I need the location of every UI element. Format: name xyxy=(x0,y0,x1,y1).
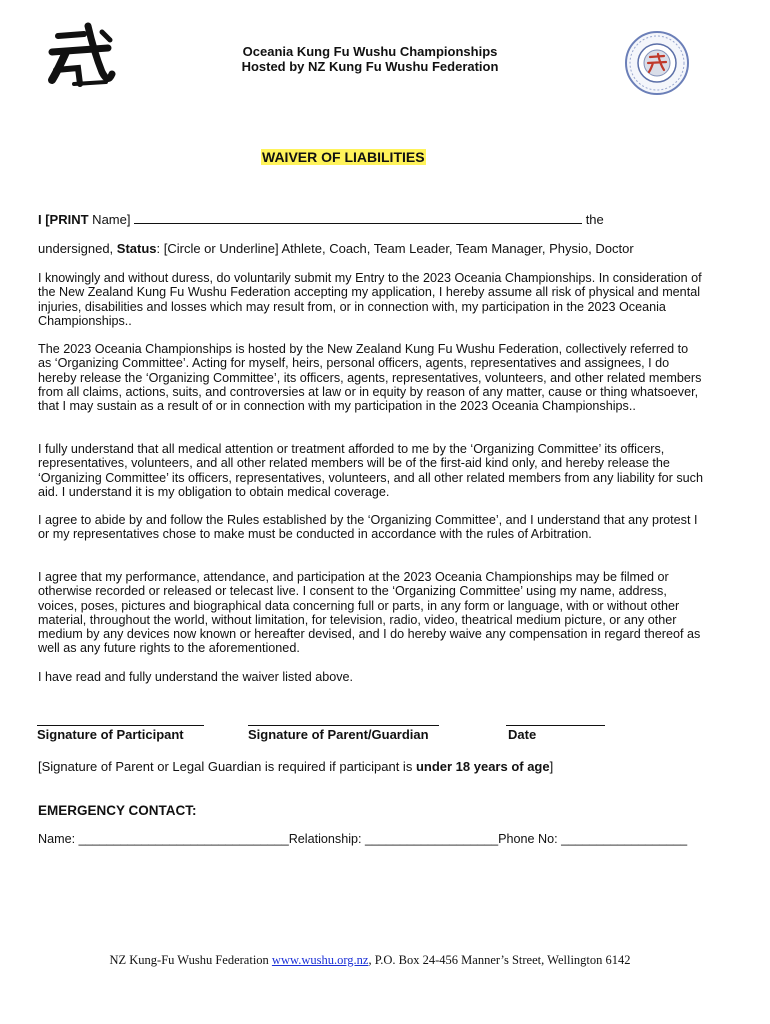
date-signature-line[interactable] xyxy=(506,725,605,726)
document-title: WAIVER OF LIABILITIES xyxy=(262,149,425,165)
paragraph-assumption-of-risk: I knowingly and without duress, do voluntarily submit my Entry to the 2023 Oceania Championships. In consideration of the New Zealand Kung Fu Wushu Federation accepting my application, I hereby assume all risk of physical and mental injuries, disabilities and losses which may result from, or in connection with, my participation in the 2023 Oceania Championships.. xyxy=(38,271,702,328)
status-prefix: undersigned, xyxy=(38,241,117,256)
participant-signature-label: Signature of Participant xyxy=(37,727,184,742)
guardian-note-end: ] xyxy=(549,759,554,774)
paragraph-release: The 2023 Oceania Championships is hosted by the New Zealand Kung Fu Wushu Federation, collectively referred to as ‘Organizing Committee’. Acting for myself, heirs, personal officers, agents, representatives and assignees, I do hereby release the ‘Organizing Committee’, its officers, agents, representatives, volunteers, and other related members from all claims, actions, suits, and controversies at law or in equity by reason of any matter, cause or thing whatsoever, that I may sustain as a result of or in connection with my participation in the 2023 Oceania Championships.. xyxy=(38,342,702,414)
emergency-contact-heading: EMERGENCY CONTACT: xyxy=(38,803,197,818)
header-subtitle: Hosted by NZ Kung Fu Wushu Federation xyxy=(241,59,499,74)
guardian-signature-label: Signature of Parent/Guardian xyxy=(248,727,429,742)
guardian-note-text: [Signature of Parent or Legal Guardian is required if participant is xyxy=(38,759,416,774)
emergency-contact-fields[interactable]: Name: ______________________________Relationship: ___________________Phone No: __________________ xyxy=(38,832,688,846)
status-line xyxy=(38,241,634,256)
paragraph-media-consent: I agree that my performance, attendance, and participation at the 2023 Oceania Championships may be filmed or otherwise recorded or released or telecast live. I consent to the ‘Organizing Committee’ using my name, address, voices, poses, pictures and biographical data concerning full or parts, in any form or language, with or without other material, throughout the world, without limitation, for television, radio, video, theatrical medium picture, or any other medium by any devices now known or hereafter devised, and I do hereby waive any compensation in regard thereof as well as any future rights to the aforementioned. xyxy=(38,570,701,656)
date-label: Date xyxy=(508,727,537,742)
print-label-bold: I [PRINT xyxy=(38,212,89,227)
status-options: : [Circle or Underline] Athlete, Coach, Team Leader, Team Manager, Physio, Doctor xyxy=(156,241,634,256)
header-title: Oceania Kung Fu Wushu Championships xyxy=(242,44,498,59)
status-label: Status xyxy=(116,241,157,256)
federation-seal-logo-icon xyxy=(622,30,692,96)
paragraph-rules: I agree to abide by and follow the Rules established by the ‘Organizing Committee’, and I understand that any protest I or my representatives chose to make must be conducted in accordance with the rules of Arbitration. xyxy=(38,513,698,542)
footer xyxy=(0,953,740,968)
guardian-note-age: under 18 years of age xyxy=(415,759,550,774)
paragraph-acknowledgement: I have read and fully understand the waiver listed above. xyxy=(38,670,354,684)
guardian-note xyxy=(38,759,553,774)
paragraph-medical: I fully understand that all medical attention or treatment afforded to me by the ‘Organizing Committee’ its officers, representatives, volunteers, and all other related members will be of the first-aid kind only, and hereby release the ‘Organizing Committee’ its officers, representatives, volunteers, and all other related members from any liability for such aid. I understand it is my obligation to obtain medical coverage. xyxy=(38,442,703,499)
print-label: Name] xyxy=(88,212,135,227)
print-name-suffix: the xyxy=(582,212,604,227)
print-name-line xyxy=(38,212,604,227)
participant-signature-line[interactable] xyxy=(37,725,204,726)
footer-address: , P.O. Box 24-456 Manner’s Street, Wellington 6142 xyxy=(368,953,631,967)
print-name-field[interactable] xyxy=(134,212,582,224)
footer-org: NZ Kung-Fu Wushu Federation xyxy=(109,953,272,967)
guardian-signature-line[interactable] xyxy=(248,725,439,726)
calligraphy-wu-logo-icon xyxy=(44,22,122,90)
footer-website-link[interactable]: www.wushu.org.nz xyxy=(271,953,369,967)
